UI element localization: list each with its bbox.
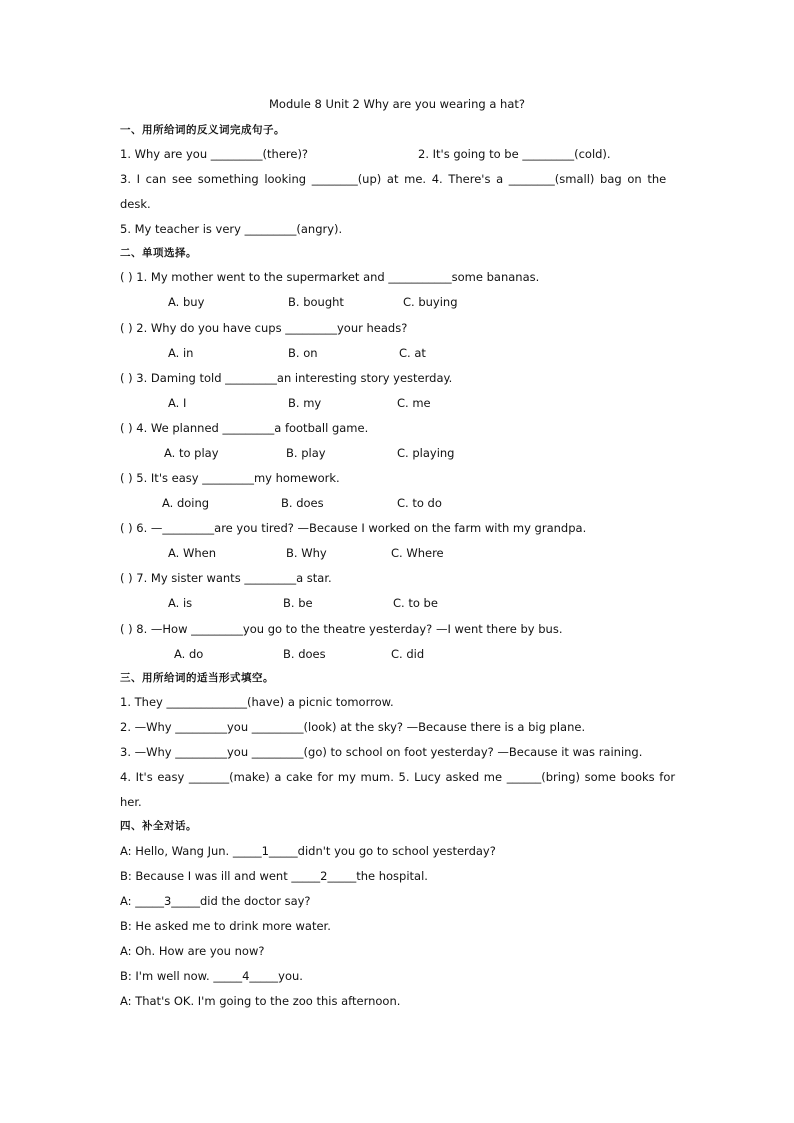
- section-1-q1: 1. Why are you _________(there)?: [120, 147, 309, 161]
- mc-option-b: B. be: [283, 596, 313, 610]
- mc-option-b: B. does: [283, 647, 326, 661]
- mc-option-b: B. on: [288, 346, 318, 360]
- mc-question-3: ( ) 3. Daming told _________an interesting story yesterday.: [120, 371, 453, 385]
- section-4-heading: 四、补全对话。: [120, 820, 197, 832]
- section-1-heading: 一、用所给词的反义词完成句子。: [120, 124, 285, 136]
- mc-option-c: C. me: [397, 396, 431, 410]
- mc-option-a: A. in: [168, 346, 194, 360]
- section-1-q5: 5. My teacher is very _________(angry).: [120, 222, 343, 236]
- mc-option-c: C. at: [399, 346, 426, 360]
- mc-option-b: B. Why: [286, 546, 327, 560]
- mc-option-c: C. Where: [391, 546, 444, 560]
- section-2-heading: 二、单项选择。: [120, 247, 197, 259]
- section-1-q3-cont: desk.: [120, 197, 151, 211]
- mc-question-5: ( ) 5. It's easy _________my homework.: [120, 471, 340, 485]
- dialogue-line: A: _____3_____did the doctor say?: [120, 894, 311, 908]
- fill-line-4-cont: her.: [120, 795, 142, 809]
- mc-option-a: A. do: [174, 647, 204, 661]
- section-3-heading: 三、用所给词的适当形式填空。: [120, 672, 274, 684]
- mc-option-b: B. bought: [288, 295, 344, 309]
- fill-line-4: 4. It's easy _______(make) a cake for my mum. 5. Lucy asked me ______(bring) some books for: [120, 770, 676, 784]
- mc-option-a: A. I: [168, 396, 187, 410]
- fill-line-1: 1. They ______________(have) a picnic tomorrow.: [120, 695, 394, 709]
- mc-option-c: C. buying: [403, 295, 458, 309]
- dialogue-line: A: Oh. How are you now?: [120, 944, 265, 958]
- mc-option-c: C. to do: [397, 496, 442, 510]
- mc-question-2: ( ) 2. Why do you have cups _________your heads?: [120, 321, 408, 335]
- mc-option-b: B. my: [288, 396, 322, 410]
- mc-option-a: A. When: [168, 546, 216, 560]
- mc-question-1: ( ) 1. My mother went to the supermarket and ___________some bananas.: [120, 270, 540, 284]
- mc-option-b: B. play: [286, 446, 326, 460]
- mc-question-6: ( ) 6. —_________are you tired? —Because I worked on the farm with my grandpa.: [120, 521, 587, 535]
- mc-option-c: C. did: [391, 647, 425, 661]
- dialogue-line: B: I'm well now. _____4_____you.: [120, 969, 303, 983]
- mc-option-a: A. doing: [162, 496, 210, 510]
- section-1-q2: 2. It's going to be _________(cold).: [418, 147, 611, 161]
- dialogue-line: A: That's OK. I'm going to the zoo this afternoon.: [120, 994, 401, 1008]
- mc-question-8: ( ) 8. —How _________you go to the theatre yesterday? —I went there by bus.: [120, 622, 563, 636]
- mc-question-4: ( ) 4. We planned _________a football game.: [120, 421, 369, 435]
- mc-question-7: ( ) 7. My sister wants _________a star.: [120, 571, 332, 585]
- fill-line-3: 3. —Why _________you _________(go) to school on foot yesterday? —Because it was raining.: [120, 745, 643, 759]
- mc-option-c: C. to be: [393, 596, 438, 610]
- mc-option-c: C. playing: [397, 446, 455, 460]
- mc-option-a: A. is: [168, 596, 193, 610]
- mc-option-a: A. to play: [164, 446, 219, 460]
- mc-option-a: A. buy: [168, 295, 205, 309]
- fill-line-2: 2. —Why _________you _________(look) at the sky? —Because there is a big plane.: [120, 720, 586, 734]
- dialogue-line: B: Because I was ill and went _____2_____the hospital.: [120, 869, 428, 883]
- mc-option-b: B. does: [281, 496, 324, 510]
- dialogue-line: A: Hello, Wang Jun. _____1_____didn't you go to school yesterday?: [120, 844, 496, 858]
- dialogue-line: B: He asked me to drink more water.: [120, 919, 331, 933]
- section-1-q3: 3. I can see something looking ________(up) at me. 4. There's a ________(small) bag on the: [120, 172, 667, 186]
- page-title: Module 8 Unit 2 Why are you wearing a hat?: [269, 97, 525, 111]
